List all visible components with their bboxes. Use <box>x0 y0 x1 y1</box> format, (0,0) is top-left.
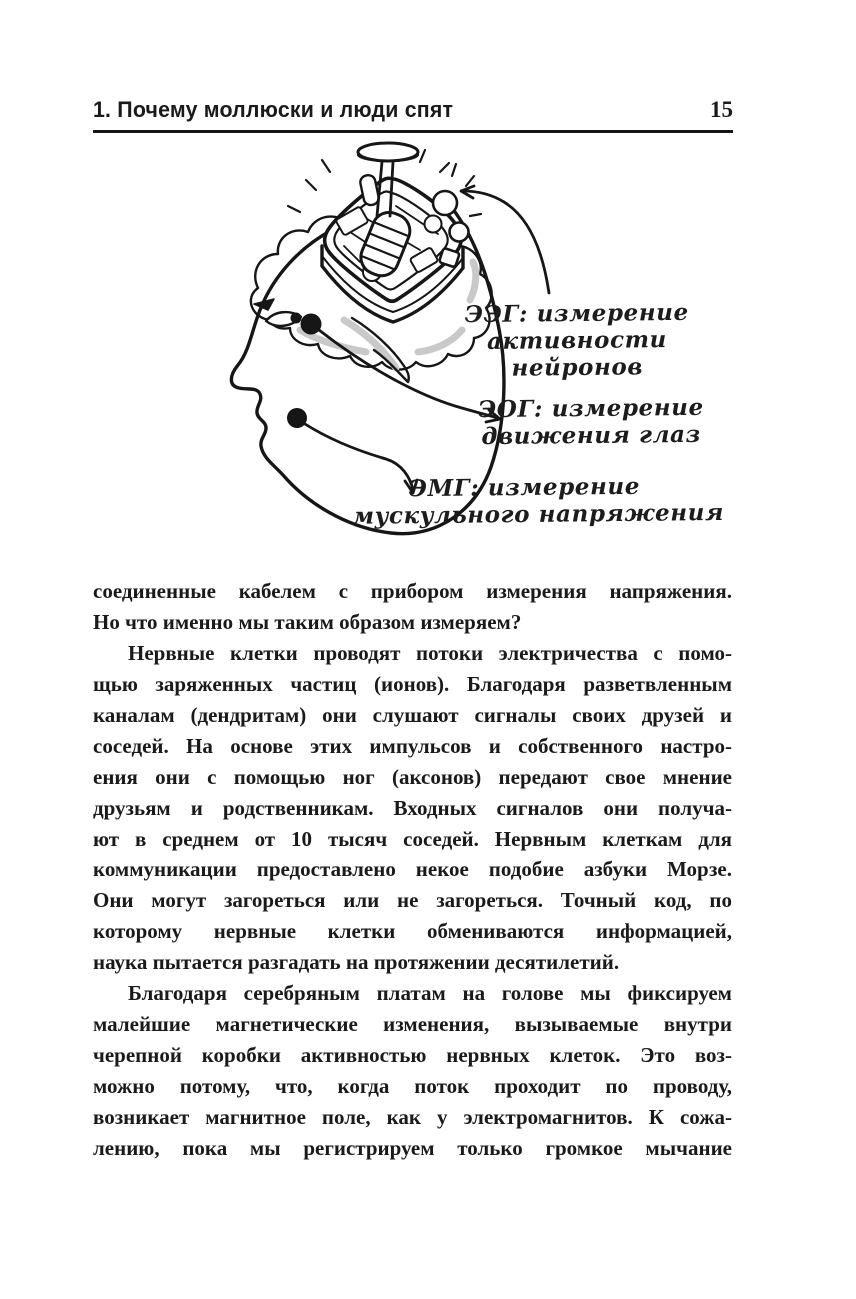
chin-electrode-dot <box>287 408 307 428</box>
body-text-line: соединенные кабелем с прибором измерения напряжения. <box>93 579 732 603</box>
emg-label-line: ЭМГ: измерение <box>408 472 641 503</box>
chapter-title: 1. Почему моллюски и люди спят <box>93 97 454 122</box>
body-text-line: Они могут загореться или не загореться. Точный код, по <box>93 888 732 913</box>
eeg-label <box>462 299 693 382</box>
eeg-label-line: ЭЭГ: измерение <box>464 298 689 329</box>
eye-electrode-dot <box>301 314 322 335</box>
page-number: 15 <box>710 97 733 122</box>
body-text-line: черепной коробки активностью нервных клеток. Это воз- <box>93 1043 732 1068</box>
eeg-label-line: активности <box>486 326 668 355</box>
body-text-line: друзьям и родственникам. Входных сигналов они получа- <box>93 795 732 820</box>
body-text-line: соседей. На основе этих импульсов и собственного настро- <box>93 733 732 758</box>
body-text-line: Благодаря серебряным платам на голове мы фиксируем <box>128 981 732 1006</box>
body-text-line: ения они с помощью ног (аксонов) передают свое мнение <box>93 764 732 789</box>
page-header <box>93 97 733 133</box>
eye-pupil <box>291 313 302 324</box>
eog-label <box>478 394 705 450</box>
body-text-line: каналам (дендритам) они слушают сигналы своих друзей и <box>93 702 732 727</box>
body-text-line: наука пытается разгадать на протяжении десятилетий. <box>93 950 620 975</box>
eog-label-line: движения глаз <box>481 420 701 451</box>
body-text-line: ют в среднем от 10 тысяч соседей. Нервным клеткам для <box>93 826 732 851</box>
body-text-line: можно потому, что, когда поток проходит по проводу, <box>93 1074 732 1098</box>
body-text-line: Но что именно мы таким образом измеряем? <box>93 609 522 634</box>
body-text-line: коммуникации предоставлено некое подобие азбуки Морзе. <box>93 857 732 882</box>
emg-label <box>352 472 725 530</box>
body-text-line: возникает магнитное поле, как у электромагнитов. К сожа- <box>93 1104 732 1129</box>
body-text-line: щью заряженных частиц (ионов). Благодаря разветвленным <box>93 671 732 696</box>
body-text-line: Нервные клетки проводят потоки электричества с помо- <box>128 640 732 665</box>
body-text-line: малейшие магнетические изменения, вызываемые внутри <box>93 1012 732 1037</box>
eog-label-line: ЭОГ: измерение <box>477 393 704 424</box>
eeg-label-line: нейронов <box>511 353 644 382</box>
body-text-line: лению, пока мы регистрируем только громкое мычание <box>93 1135 732 1160</box>
emg-label-line: мускульного напряжения <box>352 498 725 530</box>
body-text-line: которому нервные клетки обмениваются информацией, <box>93 919 732 944</box>
body-text <box>93 576 732 1164</box>
